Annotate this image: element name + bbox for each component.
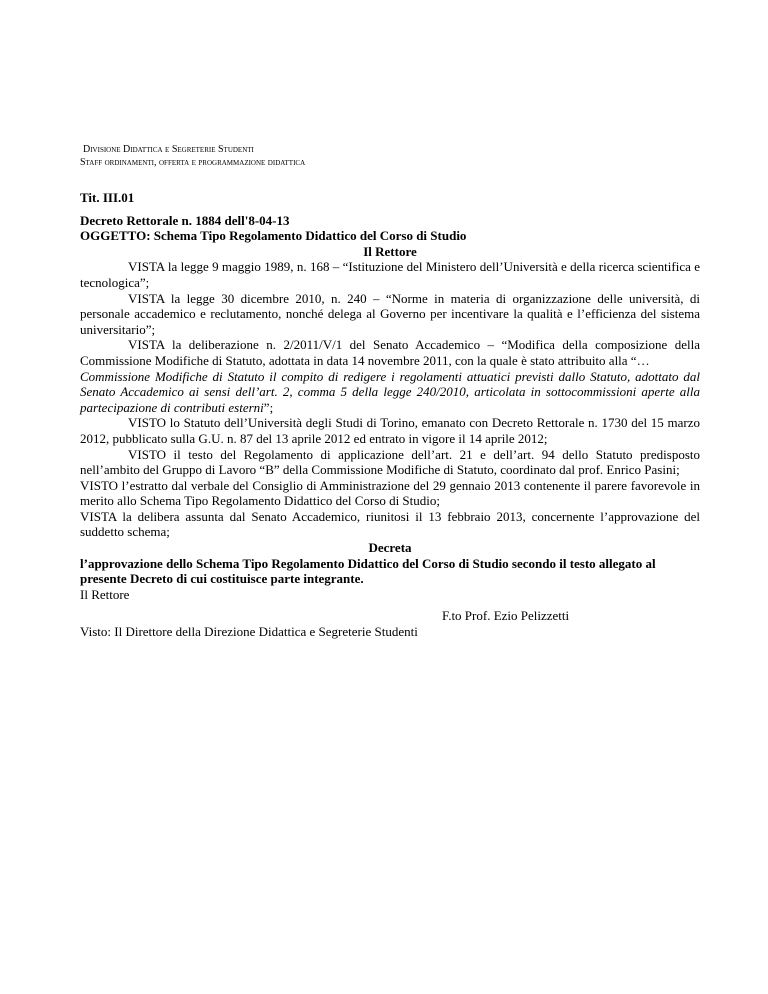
paragraph-statute: VISTO lo Statuto dell’Università degli Studi di Torino, emanato con Decreto Rettorale n. 1730 del 15 marzo 2012, pubblicato sulla G.U. n. 87 del 13 aprile 2012 ed entrato in vigore il 14 aprile 2012;	[80, 415, 700, 446]
decreta-heading: Decreta	[368, 540, 412, 556]
senate-deliberation-text: VISTA la deliberazione n. 2/2011/V/1 del Senato Accademico – “Modifica della composizione della Commissione Modifiche di Statuto, adottata in data 14 novembre 2011, con la quale è stato attribuito alla “…	[80, 337, 700, 368]
division-label: Divisione Didattica e Segreterie Studenti	[83, 144, 254, 155]
document-body	[80, 190, 700, 640]
paragraph-law-168: VISTA la legge 9 maggio 1989, n. 168 – “Istituzione del Ministero dell’Università e della ricerca scientifica e tecnologica”;	[80, 259, 700, 290]
paragraph-law-240: VISTA la legge 30 dicembre 2010, n. 240 – “Norme in materia di organizzazione delle università, di personale accademico e reclutamento, nonché delega al Governo per incentivare la qualità e l’efficienza del sistema universitario”;	[80, 290, 700, 337]
title-code: Tit. III.01	[80, 190, 135, 205]
approval-text: l’approvazione dello Schema Tipo Regolamento Didattico del Corso di Studio secondo il testo allegato al presente Decreto di cui costituisce parte integrante.	[80, 555, 656, 587]
senate-deliberation-end: ”;	[263, 399, 274, 415]
rector-heading: Il Rettore	[363, 243, 417, 259]
staff-label: Staff ordinamenti, offerta e programmazione didattica	[80, 157, 306, 168]
signature: F.to Prof. Ezio Pelizzetti	[442, 608, 570, 624]
decree-number: Decreto Rettorale n. 1884 dell'8-04-13	[80, 212, 290, 228]
senate-deliberation-quote: Commissione Modifiche di Statuto il compito di redigere i regolamenti attuatici previsti dallo Statuto, adottato dal Senato Accademico ai sensi dell’art. 2, comma 5 della legge 240/2010, articolata in sottocommissioni aperte alla partecipazione di contributi esterni	[80, 368, 700, 415]
paragraph-senate-deliberation	[80, 337, 700, 415]
paragraph-regulation: VISTO il testo del Regolamento di applicazione dell’art. 21 e dell’art. 94 dello Statuto predisposto nell’ambito del Gruppo di Lavoro “B” della Commissione Modifiche di Statuto, coordinato dal prof. Enrico Pasini;	[80, 446, 700, 478]
document-header	[80, 143, 305, 169]
paragraph-board-extract: VISTO l’estratto dal verbale del Consiglio di Amministrazione del 29 gennaio 2013 contenente il parere favorevole in merito allo Schema Tipo Regolamento Didattico del Corso di Studio;	[80, 477, 700, 509]
visto-line: Visto: Il Direttore della Direzione Didattica e Segreterie Studenti	[80, 624, 418, 640]
subject-line: OGGETTO: Schema Tipo Regolamento Didattico del Corso di Studio	[80, 228, 467, 244]
rector-closing: Il Rettore	[80, 586, 130, 602]
paragraph-senate-resolution: VISTA la delibera assunta dal Senato Accademico, riunitosi il 13 febbraio 2013, concernente l’approvazione del suddetto schema;	[80, 508, 700, 540]
